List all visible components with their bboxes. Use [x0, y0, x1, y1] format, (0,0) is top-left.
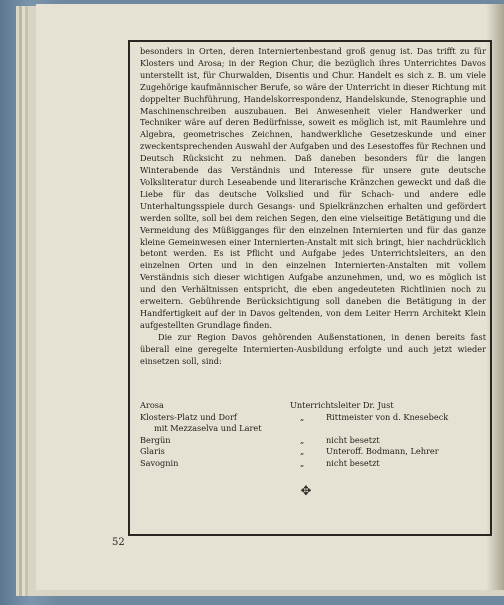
page-number: 52 — [112, 537, 125, 548]
station-place: Bergün — [140, 434, 171, 445]
ditto-mark: „ — [300, 434, 305, 445]
station-place: Glaris — [140, 446, 165, 456]
list-item — [140, 446, 486, 458]
station-leader: nicht besetzt — [326, 434, 380, 445]
list-item — [140, 400, 486, 412]
ornament-icon: ✥ — [300, 484, 312, 499]
list-item — [140, 435, 486, 447]
station-place: mit Mezzaselva und Laret — [154, 423, 262, 433]
body-text — [140, 46, 486, 367]
station-leader: Rittmeister von d. Knesebeck — [326, 411, 449, 422]
station-list — [140, 400, 486, 469]
list-item — [140, 412, 486, 424]
station-place: Klosters-Platz und Dorf — [140, 411, 237, 422]
paragraph-1: besonders in Orten, deren Interniertenbestand groß genug ist. Das trifft zu für Klosters und Arosa; in der Region Chur, die bezüglich ihres Unterrichtes Davos unterstellt ist, für Churwalden, Disentis und Chur. Handelt es sich z. B. um viele Zugehörige kaufmännischer Berufe, so wäre der Unterricht in dieser Richtung mit doppelter Buchführung, Handelskorrespondenz, Handelskunde, Stenographie und Maschinenschreiben auszubauen. Bei Anwesenheit vieler Handwerker und Techniker wäre auf deren Bedürfnisse, soweit es möglich ist, mit Raumlehre und Algebra, geometrisches Zeichnen, handwerkliche Gesetzeskunde und einer zweckentsprechenden Auswahl der Aufgaben und des Lesestoffes für Rechnen und Deutsch Rücksicht zu nehmen. Daß daneben besonders für die langen Winterabende das Verständnis und Interesse für unsere gute deutsche Volksliteratur durch Leseabende und literarische Kränzchen geweckt und daß die Liebe für das deutsche Volkslied und für Schach- und andere edle Unterhaltungsspiele durch Gesangs- und Spielkränzchen erhalten und gefördert werden sollte, soll bei dem reichen Segen, den eine vielseitige Betätigung und die Vermeidung des Müßigganges für den einzelnen Internierten und für das ganze kleine Gemeinwesen einer Internierten-Anstalt mit sich bringt, hier nachdrücklich betont werden. Es ist Pflicht und Aufgabe jedes Unterrichtsleiters, an den einzelnen Orten und in den einzelnen Internierten-Anstalten mit vollem Verständnis sich dieser wichtigen Aufgabe anzunehmen, und, wo es möglich ist und den Verhältnissen entspricht, die eben angedeuteten Richtlinien noch zu erweitern. Gebührende Berücksichtigung soll daneben die Betätigung in der Handfertigkeit auf der in Davos geltenden, von dem Leiter Herrn Architekt Klein aufgestellten Grundlage finden. — [140, 46, 486, 330]
station-place: Arosa — [140, 400, 164, 410]
ditto-mark: „ — [300, 446, 305, 456]
ditto-mark: „ — [300, 457, 305, 468]
list-item — [140, 423, 486, 435]
paragraph-2: Die zur Region Davos gehörenden Außenstationen, in denen bereits fast überall eine geregelte Internierten-Ausbildung erfolgte und auch jetzt wieder einsetzen soll, sind: — [140, 331, 486, 366]
station-place: Savognin — [140, 457, 179, 468]
station-leader: Unteroff. Bodmann, Lehrer — [326, 446, 439, 456]
station-leader: nicht besetzt — [326, 457, 380, 468]
station-leader: Unterrichtsleiter Dr. Just — [290, 400, 394, 410]
ditto-mark: „ — [300, 411, 305, 422]
list-item — [140, 458, 486, 470]
